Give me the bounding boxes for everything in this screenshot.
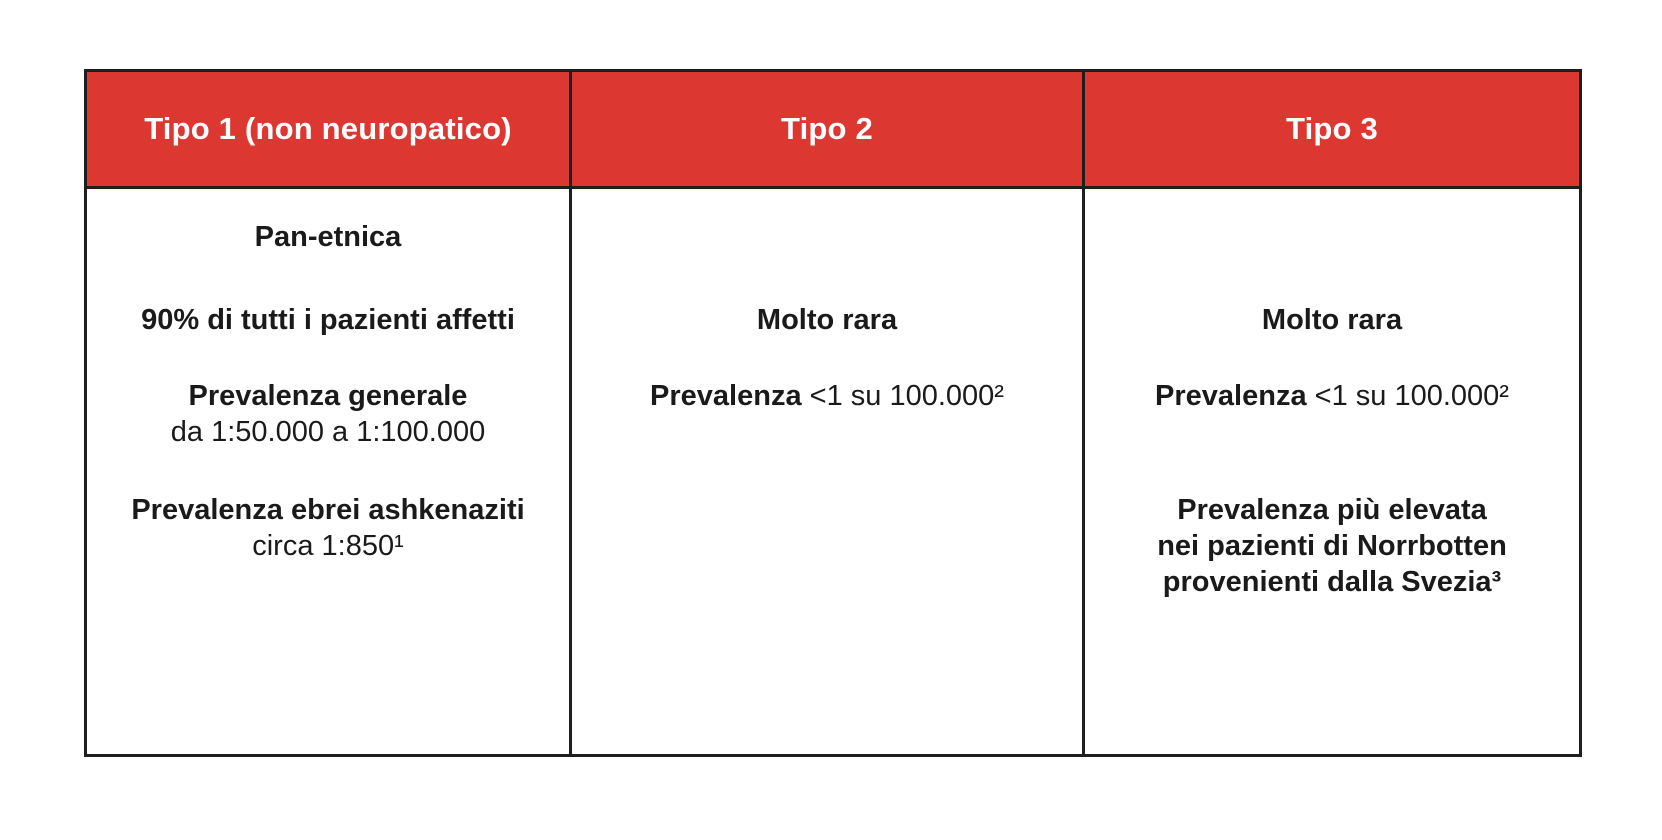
type3-norrbotten bbox=[1085, 492, 1579, 600]
type3-norrbotten-line3: provenienti dalla Svezia³ bbox=[1162, 566, 1502, 598]
type2-prevalence-value: <1 su 100.000² bbox=[801, 380, 1004, 412]
cell-type1 bbox=[87, 189, 572, 754]
cell-type2 bbox=[572, 189, 1085, 754]
type3-prevalence-value: <1 su 100.000² bbox=[1306, 380, 1509, 412]
type3-norrbotten-line1: Prevalenza più elevata bbox=[1177, 494, 1487, 526]
cell-type3 bbox=[1085, 189, 1579, 754]
header-type3: Tipo 3 bbox=[1085, 72, 1579, 189]
type2-rarity: Molto rara bbox=[756, 304, 898, 336]
type3-prevalence-label: Prevalenza bbox=[1155, 380, 1307, 412]
type1-share: 90% di tutti i pazienti affetti bbox=[141, 304, 515, 336]
type1-ashkenazi-value: circa 1:850¹ bbox=[252, 530, 404, 562]
type3-norrbotten-line2: nei pazienti di Norrbotten bbox=[1157, 530, 1507, 562]
type1-general-prevalence bbox=[87, 378, 569, 450]
type2-prevalence-label: Prevalenza bbox=[650, 380, 802, 412]
header-type2: Tipo 2 bbox=[572, 72, 1085, 189]
type3-prevalence bbox=[1085, 378, 1579, 414]
type1-general-label: Prevalenza generale bbox=[188, 380, 468, 412]
type1-ashkenazi-prevalence bbox=[87, 492, 569, 564]
type1-pan-ethnic: Pan-etnica bbox=[254, 221, 402, 253]
type1-general-value: da 1:50.000 a 1:100.000 bbox=[170, 416, 486, 448]
type3-rarity: Molto rara bbox=[1261, 304, 1403, 336]
type1-ashkenazi-label: Prevalenza ebrei ashkenaziti bbox=[131, 494, 525, 526]
header-type1: Tipo 1 (non neuropatico) bbox=[87, 72, 572, 189]
type2-prevalence bbox=[572, 378, 1082, 414]
gaucher-types-table bbox=[84, 69, 1582, 757]
